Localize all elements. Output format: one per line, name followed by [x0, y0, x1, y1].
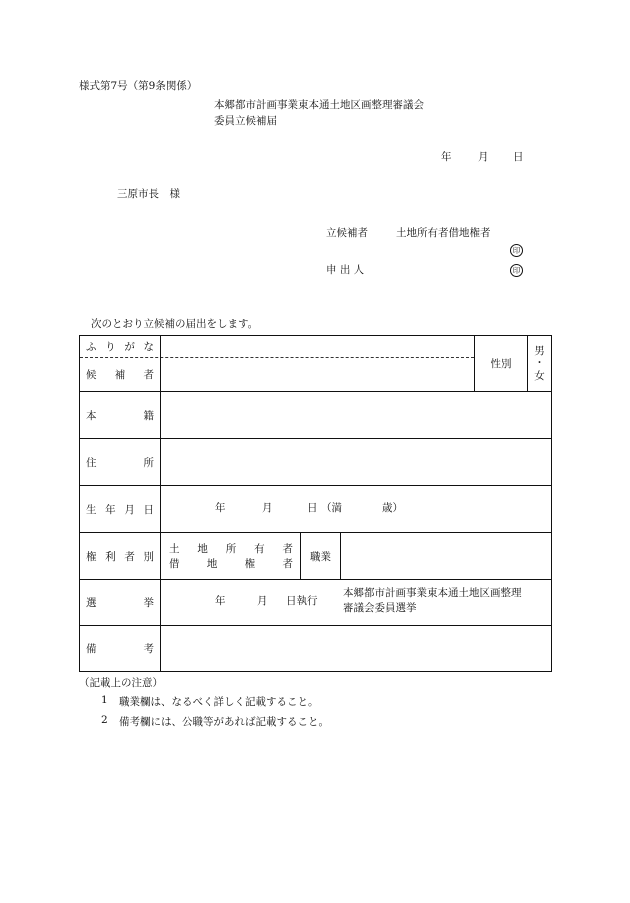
address-label: 住 所 [86, 456, 154, 469]
form-title-line2: 委員立候補届 [214, 115, 277, 127]
form-number-label: 様式第7号（第9条関係） [79, 80, 198, 92]
rights-choice[interactable] [161, 533, 300, 579]
rights-landowner[interactable]: 土 地 所 有 者 [169, 542, 293, 555]
remarks-input[interactable] [161, 626, 551, 671]
address-input[interactable] [161, 439, 551, 485]
occupation-label: 職業 [310, 550, 331, 563]
gender-male[interactable]: 男 [534, 344, 545, 357]
birth-day: 日 [307, 502, 318, 514]
rights-leaseholder[interactable]: 借 地 権 者 [169, 557, 293, 570]
birth-age-close: 歳） [382, 502, 403, 514]
election-month: 月 [257, 595, 268, 607]
seal-icon: 印 [510, 244, 523, 257]
note-1-text: 職業欄は、なるべく詳しく記載すること。 [119, 696, 319, 708]
date-day: 日 [513, 151, 524, 163]
addressee: 三原市長 様 [117, 188, 180, 200]
note-2-number: 2 [101, 714, 108, 726]
applicant-seal [510, 264, 523, 277]
birthdate-input[interactable] [161, 486, 551, 532]
candidate-name-input[interactable] [161, 358, 474, 391]
election-day-exec: 日執行 [286, 595, 318, 607]
date-year: 年 [441, 151, 452, 163]
furigana-label: ふ り が な [86, 340, 154, 353]
election-name-line2: 審議会委員選挙 [343, 602, 417, 614]
candidate-label: 立候補者 [326, 227, 368, 239]
remarks-label: 備 考 [86, 643, 154, 655]
candidate-name-label: 候 補 者 [86, 368, 154, 381]
furigana-input[interactable] [161, 336, 474, 357]
birth-month: 月 [262, 502, 273, 514]
note-1-number: 1 [101, 694, 108, 706]
election-year: 年 [215, 595, 226, 607]
gender-dot: ・ [534, 357, 545, 370]
birth-year: 年 [215, 502, 226, 514]
honseki-input[interactable] [161, 392, 551, 438]
intro-text: 次のとおり立候補の届出をします。 [91, 318, 259, 330]
occupation-input[interactable] [341, 533, 551, 579]
form-title-line1: 本郷都市計画事業東本通土地区画整理審議会 [214, 99, 424, 111]
honseki-label: 本 籍 [86, 409, 154, 422]
election-name-line1: 本郷都市計画事業東本通土地区画整理 [343, 587, 522, 599]
notes-heading: （記載上の注意） [79, 677, 163, 689]
date-month: 月 [478, 151, 489, 163]
candidate-seal [510, 244, 523, 257]
candidate-type: 土地所有者借地権者 [396, 227, 491, 239]
election-date-input[interactable] [161, 580, 341, 625]
gender-choice[interactable] [528, 336, 551, 391]
election-label: 選 挙 [86, 597, 154, 609]
applicant-label: 申 出 人 [326, 264, 365, 276]
birth-age-open: （満 [321, 502, 342, 514]
rights-label: 権 利 者 別 [86, 550, 154, 563]
note-2-text: 備考欄には、公職等があれば記載すること。 [119, 716, 329, 728]
seal-icon: 印 [510, 264, 523, 277]
gender-female[interactable]: 女 [534, 369, 545, 382]
gender-label: 性別 [490, 358, 512, 370]
birthdate-label: 生 年 月 日 [86, 503, 154, 516]
